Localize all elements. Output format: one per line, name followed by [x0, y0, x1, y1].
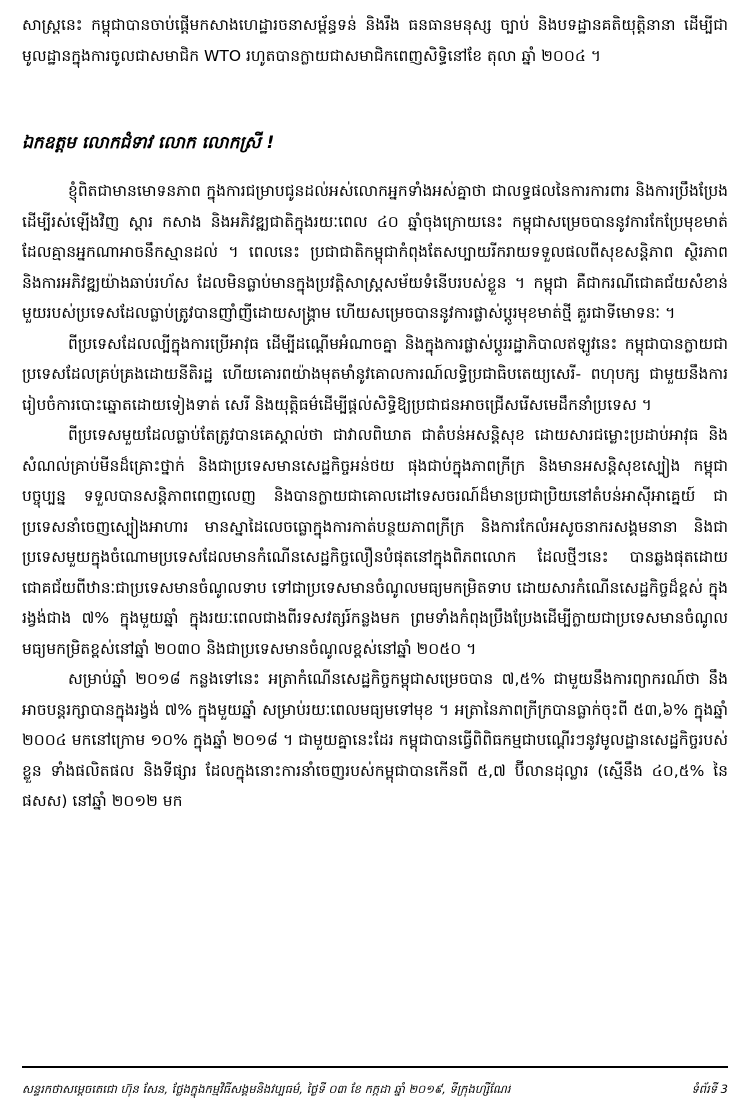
page-footer — [22, 1066, 728, 1112]
paragraph-2: ពីប្រទេសដែលល្បីក្នុងការប្រើអាវុធ ដើម្បីដណ្តើមអំណាចគ្នា និងក្នុងការផ្លាស់ប្តូររដ្ឋាភិបាលឥឡូវនេះ កម្ពុជាបានក្លាយជាប្រទេសដែលគ្រប់គ្រងដោយនីតិរដ្ឋ ហើយគោរពយ៉ាងមុតមាំនូវគោលការណ៍លទ្ធិប្រជាធិបតេយ្យសេរី- ពហុបក្ស ជាមួយនឹងការរៀបចំការបោះឆ្នោតដោយទៀងទាត់ សេរី និងយុត្តិធម៌ដើម្បីផ្តល់សិទ្ធិឱ្យប្រជាជនអាចជ្រើសរើសមេដឹកនាំប្រទេស ។ — [22, 334, 728, 414]
paragraph-4: សម្រាប់ឆ្នាំ ២០១៨ កន្លងទៅនេះ អត្រាកំណើនសេដ្ឋកិច្ចកម្ពុជាសម្រេចបាន ៧,៥% ជាមួយនឹងការព្យាករណ៍ថា នឹងអាចបន្តរក្សាបានក្នុងរង្វង់ ៧% ក្នុងមួយឆ្នាំ សម្រាប់រយៈពេលមធ្យមទៅមុខ ។ អត្រានៃភាពក្រីក្របានធ្លាក់ចុះពី ៥៣,៦% ក្នុងឆ្នាំ ២០០៤ មកនៅក្រោម ១០% ក្នុងឆ្នាំ ២០១៨ ។ ជាមួយគ្នានេះដែរ កម្ពុជាបានធ្វើពិពិធកម្មជាបណ្តើរៗនូវមូលដ្ឋានសេដ្ឋកិច្ចរបស់ខ្លួន ទាំងផលិតផល និងទីផ្សារ ដែលក្នុងនោះការនាំចេញរបស់កម្ពុជាបានកើនពី ៥,៧ ប៊ីលានដុល្លារ (ស្មើនឹង ៤០,៥% នៃ ផសស) នៅឆ្នាំ ២០១២ មក — [22, 670, 728, 810]
body-text — [22, 176, 728, 817]
intro-paragraph: សាស្ត្រនេះ កម្ពុជាបានចាប់ផ្តើមកសាងហេដ្ឋារចនាសម្ព័ន្ធទន់ និងរឹង ធនធានមនុស្ស ច្បាប់ និងបទដ្ឋានគតិយុត្តិនានា ដើម្បីជាមូលដ្ឋានក្នុងការចូលជាសមាជិក WTO រហូតបានក្លាយជាសមាជិកពេញសិទ្ធិនៅខែ តុលា ឆ្នាំ ២០០៤ ។ — [22, 16, 728, 65]
paragraph-1: ខ្ញុំពិតជាមានមោទនភាព ក្នុងការជម្រាបជូនដល់អស់លោកអ្នកទាំងអស់គ្នាថា ជាលទ្ធផលនៃការការពារ និងការប្រឹងប្រែងដើម្បីរស់ឡើងវិញ ស្តារ កសាង និងអភិវឌ្ឍជាតិក្នុងរយៈពេល ៤០ ឆ្នាំចុងក្រោយនេះ កម្ពុជាសម្រេចបាននូវការកែប្រែមុខមាត់ដែលគ្មានអ្នកណាអាចនឹកស្មានដល់ ។ ពេលនេះ ប្រជាជាតិកម្ពុជាកំពុងតែសប្បាយរីករាយទទួលផលពីសុខសន្តិភាព ស្ថិរភាព និងការអភិវឌ្ឍយ៉ាងឆាប់រហ័ស ដែលមិនធ្លាប់មានក្នុងប្រវត្តិសាស្ត្រសម័យទំនើបរបស់ខ្លួន ។ កម្ពុជា គឺជាករណីជោគជ័យសំខាន់មួយរបស់ប្រទេសដែលធ្លាប់ត្រូវបានញាំញីដោយសង្គ្រាម ហើយសម្រេចបាននូវការផ្លាស់ប្តូរមុខមាត់ថ្មី គួរជាទីមោទនៈ ។ — [22, 182, 728, 322]
salutation-heading: ឯកឧត្តម លោកជំទាវ លោក លោកស្រី ! — [22, 133, 275, 153]
footer-source: សន្ទរកថាសម្ដេចតេជោ ហ៊ុន សែន, ថ្លែងក្នុងកម្មវិធីសង្គមនិងវប្បធម៌, ថ្ងៃទី ០៣ ខែ កក្កដា ឆ្នាំ ២០១៩, ទីក្រុងហ្សឺណែវ — [22, 1081, 511, 1096]
paragraph-3: ពីប្រទេសមួយដែលធ្លាប់តែត្រូវបានគេស្គាល់ថា ជាវាលពិឃាត ជាតំបន់អសន្តិសុខ ដោយសារជម្លោះប្រដាប់អាវុធ និងសំណល់គ្រាប់មីនដ៏គ្រោះថ្នាក់ និងជាប្រទេសមានសេដ្ឋកិច្ចអន់ថយ ផុងជាប់ក្នុងភាពក្រីក្រ និងមានអសន្តិសុខស្បៀង កម្ពុជាបច្ចុប្បន្ន ទទួលបានសន្តិភាពពេញលេញ និងបានក្លាយជាគោលដៅទេសចរណ៍ដ៏មានប្រជាប្រិយនៅតំបន់អាស៊ីអាគ្នេយ៍ ជាប្រទេសនាំចេញស្បៀងអាហារ មានស្នាដៃលេចធ្លោក្នុងការកាត់បន្ថយភាពក្រីក្រ និងការកែលំអសូចនាករសង្គមនានា និងជាប្រទេសមួយក្នុងចំណោមប្រទេសដែលមានកំណើនសេដ្ឋកិច្ចលឿនបំផុតនៅក្នុងពិភពលោក ដែលថ្មីៗនេះ បានឆ្លងផុតដោយជោគជ័យពីឋានៈជាប្រទេសមានចំណូលទាប ទៅជាប្រទេសមានចំណូលមធ្យមកម្រិតទាប ដោយសារកំណើនសេដ្ឋកិច្ចដ៏ខ្ពស់ ក្នុងរង្វង់ជាង ៧% ក្នុងមួយឆ្នាំ ក្នុងរយៈពេលជាងពីរទសវត្សរ៍កន្លងមក ព្រមទាំងកំពុងប្រឹងប្រែងដើម្បីក្លាយជាប្រទេសមានចំណូលមធ្យមកម្រិតខ្ពស់នៅឆ្នាំ ២០៣០ និងជាប្រទេសមានចំណូលខ្ពស់នៅឆ្នាំ ២០៥០ ។ — [22, 426, 728, 658]
page-number: ទំព័រទី 3 — [691, 1081, 728, 1096]
